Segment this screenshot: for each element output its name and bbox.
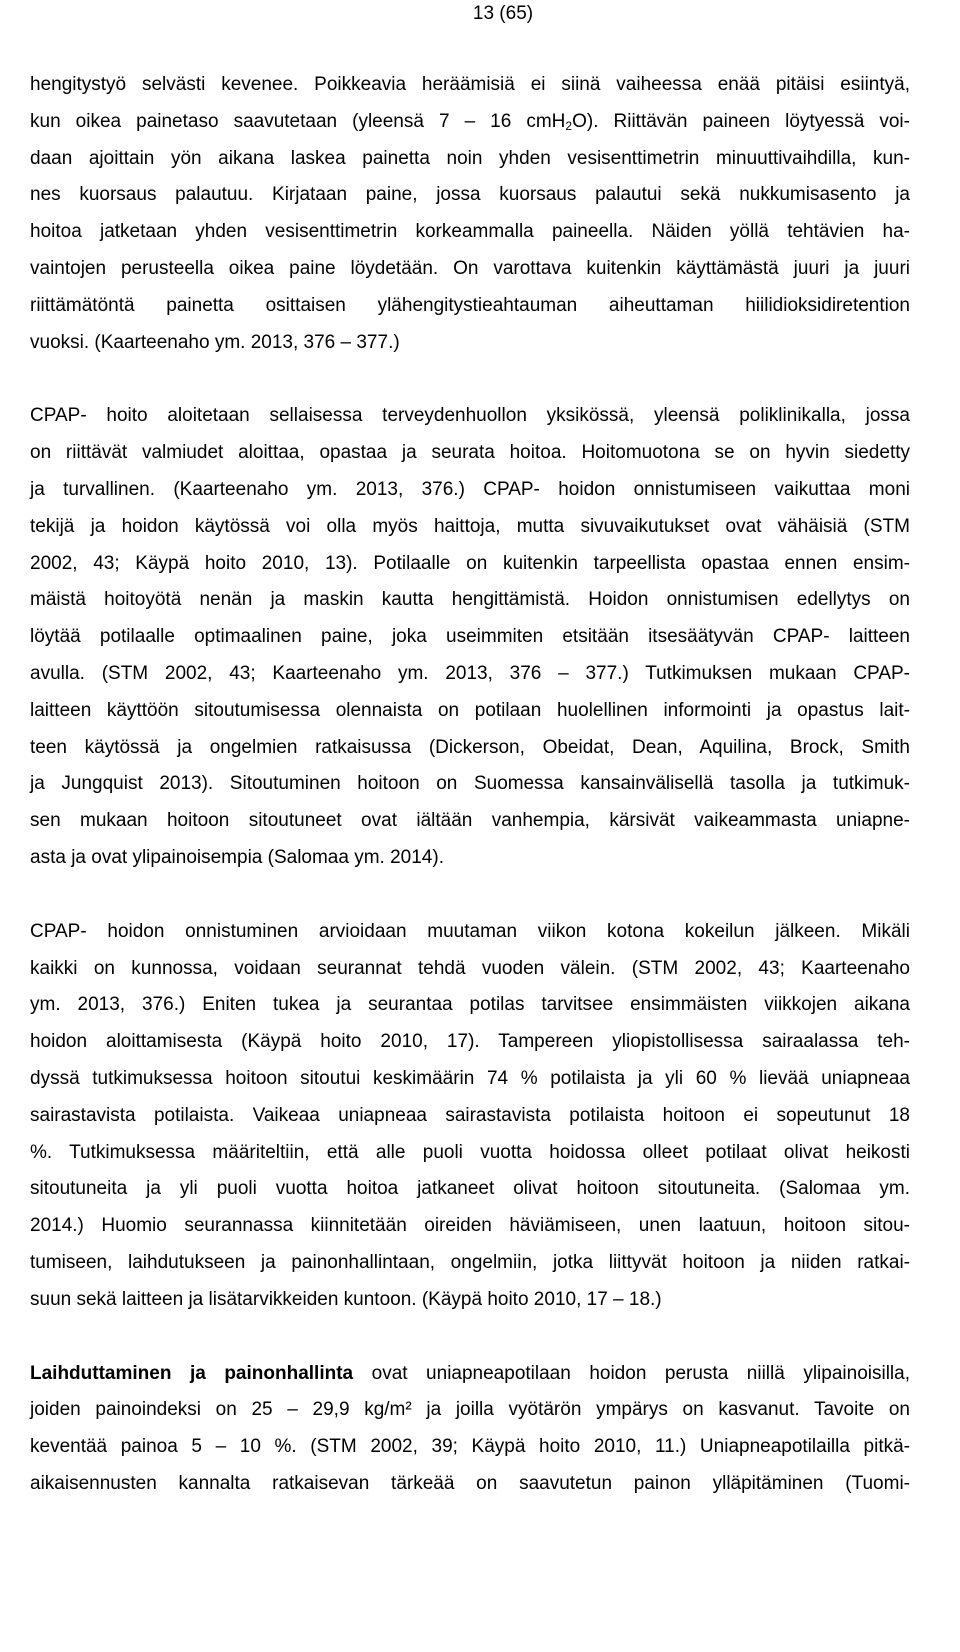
text-line: keventää painoa 5 – 10 %. (STM 2002, 39; Käypä hoito 2010, 11.) Uniapneapotilailla pitkä- [30,1436,910,1458]
text-line: ja turvallinen. (Kaarteenaho ym. 2013, 376.) CPAP- hoidon onnistumiseen vaikuttaa moni [30,478,910,500]
text-line: ym. 2013, 376.) Eniten tukea ja seurantaa potilas tarvitsee ensimmäisten viikkojen aikana [30,994,910,1016]
text-line: hengitystyö selvästi kevenee. Poikkeavia heräämisiä ei siinä vaiheessa enää pitäisi esiintyä, [30,74,910,95]
text-line: daan ajoittain yön aikana laskea painetta noin yhden vesisenttimetrin minuuttivaihdilla, kun- [30,147,910,169]
paragraph-cpap-followup [30,914,910,1319]
text-segment: O). Riittävän paineen löytyessä voi- [572,110,910,132]
text-line: ja Jungquist 2013). Sitoutuminen hoitoon on Suomessa kansainvälisellä tasolla ja tutkimuk- [30,773,910,795]
text-line: avulla. (STM 2002, 43; Kaarteenaho ym. 2013, 376 – 377.) Tutkimuksen mukaan CPAP- [30,662,910,684]
text-line: CPAP- hoito aloitetaan sellaisessa terveydenhuollon yksikössä, yleensä poliklinikalla, jossa [30,405,910,427]
text-line: on riittävät valmiudet aloittaa, opastaa ja seurata hoitoa. Hoitomuotona se on hyvin siedetty [30,442,910,464]
text-line: hoitoa jatketaan yhden vesisenttimetrin korkeammalla paineella. Näiden yöllä tehtävien ha- [30,221,910,243]
text-line: suun sekä laitteen ja lisätarvikkeiden kuntoon. (Käypä hoito 2010, 17 – 18.) [30,1288,662,1310]
text-line: aikaisennusten kannalta ratkaisevan tärkeää on saavutetun painon ylläpitäminen (Tuomi- [30,1472,910,1494]
paragraph-cpap-start [30,398,910,876]
text-line: löytää potilaalle optimaalinen paine, joka useimmiten etsitään itsesäätyvän CPAP- laitteen [30,626,910,648]
text-segment: kun oikea painetaso saavutetaan (yleensä 7 – 16 cmH [30,110,566,132]
subscript-2: 2 [565,118,573,133]
text-line: %. Tutkimuksessa määriteltiin, että alle puoli vuotta hoidossa olleet potilaat olivat heikosti [30,1141,910,1163]
text-line: tumiseen, laihdutukseen ja painonhallintaan, ongelmiin, jotka liittyvät hoitoon ja niiden ratkai- [30,1251,910,1273]
text-line: tekijä ja hoidon käytössä voi olla myös haittoja, mutta sivuvaikutukset ovat vähäisiä (STM [30,515,910,537]
text-line: sen mukaan hoitoon sitoutuneet ovat iältään vanhempia, kärsivät vaikeammasta uniapne- [30,810,910,832]
text-line: laitteen käyttöön sitoutumisessa olennaista on potilaan huolellinen informointi ja opastus lait- [30,699,910,721]
bold-lead-term: Laihduttaminen ja painonhallinta [30,1362,354,1384]
text-line: sitoutuneita ja yli puoli vuotta hoitoa jatkaneet olivat hoitoon sitoutuneita. (Salomaa ym. [30,1178,910,1200]
text-line: 2002, 43; Käypä hoito 2010, 13). Potilaalle on kuitenkin tarpeellista opastaa ennen ensim- [30,552,910,574]
text-line: CPAP- hoidon onnistuminen arvioidaan muutaman viikon kotona kokeilun jälkeen. Mikäli [30,920,910,942]
text-line: kaikki on kunnossa, voidaan seurannat tehdä vuoden välein. (STM 2002, 43; Kaarteenaho [30,957,910,979]
paragraph-weight-loss [30,1356,910,1503]
page-number: 13 (65) [472,3,534,24]
text-line: 2014.) Huomio seurannassa kiinnitetään oireiden häviämiseen, unen laatuun, hoitoon sitou- [30,1215,910,1237]
text-line: dyssä tutkimuksessa hoitoon sitoutui keskimäärin 74 % potilaista ja yli 60 % lievää uniapneaa [30,1067,910,1089]
text-line: asta ja ovat ylipainoisempia (Salomaa ym. 2014). [30,846,444,868]
text-line [30,104,910,141]
text-line: vuoksi. (Kaarteenaho ym. 2013, 376 – 377.) [30,331,400,353]
text-line: vaintojen perusteella oikea paine löydetään. On varottava kuitenkin käyttämästä juuri ja juuri [30,257,910,279]
text-line: riittämätöntä painetta osittaisen ylähengitystieahtauman aiheuttaman hiilidioksidiretention [30,294,910,316]
text-line: sairastavista potilaista. Vaikeaa uniapneaa sairastavista potilaista hoitoon ei sopeutunut 18 [30,1104,910,1126]
text-line: nes kuorsaus palautuu. Kirjataan paine, jossa kuorsaus palautui sekä nukkumisasento ja [30,184,910,206]
text-line: mäistä hoitoyötä nenän ja maskin kautta hengittämistä. Hoidon onnistumisen edellytys on [30,589,910,611]
text-segment: ovat uniapneapotilaan hoidon perusta niillä ylipainoisilla, [353,1362,910,1384]
text-line: teen käytössä ja ongelmien ratkaisussa (Dickerson, Obeidat, Dean, Aquilina, Brock, Smith [30,736,910,758]
document-body [30,67,910,1503]
paragraph-cpap-titration [30,67,910,361]
text-line: hoidon aloittamisesta (Käypä hoito 2010, 17). Tampereen yliopistollisessa sairaalassa teh- [30,1031,910,1053]
text-line: joiden painoindeksi on 25 – 29,9 kg/m² ja joilla vyötärön ympärys on kasvanut. Tavoite on [30,1399,910,1421]
text-line [30,1356,910,1393]
